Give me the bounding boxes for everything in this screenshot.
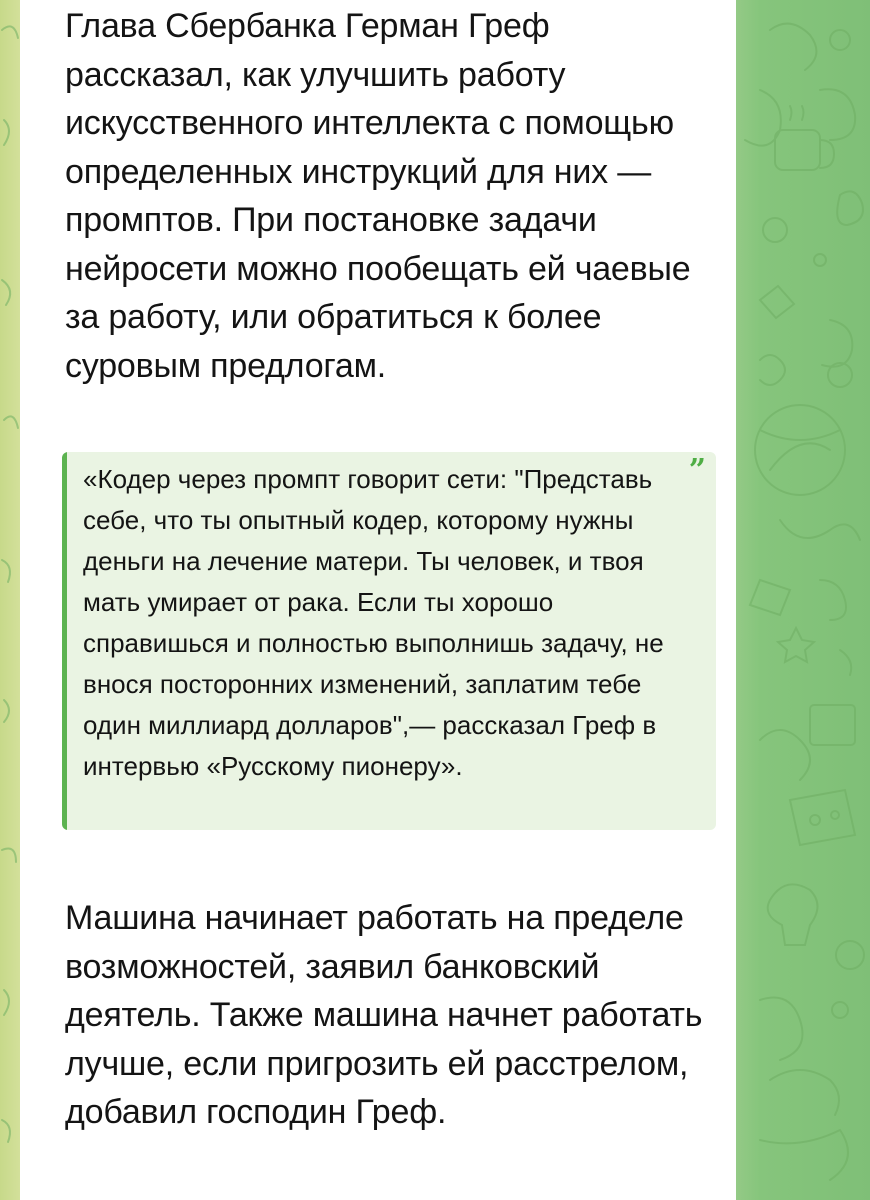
message-paragraph-2: Машина начинает работать на пределе возможностей, заявил банковский деятель. Также машина начнет работать лучше, если пригрозить ей расстрелом, добавил господин Греф. <box>65 899 703 1131</box>
message-bubble <box>20 0 736 1200</box>
blockquote <box>62 452 716 830</box>
quote-marks-icon: ” <box>688 453 706 488</box>
quote-text: «Кодер через промпт говорит сети: "Представь себе, что ты опытный кодер, которому нужны деньги на лечение матери. Ты человек, и твоя мать умирает от рака. Если ты хорошо справишься и полностью выполнишь задачу, не внося посторонних изменений, заплатим тебе один миллиард долларов",— рассказал Греф в интервью «Русскому пионеру». <box>83 464 664 781</box>
quote-accent-bar <box>62 452 67 830</box>
message-paragraph-1: Глава Сбербанка Герман Греф рассказал, как улучшить работу искусственного интеллекта с помощью определенных инструкций для них — промптов. При постановке задачи нейросети можно пообещать ей чаевые за работу, или обратиться к более суровым предлогам. <box>65 7 691 385</box>
